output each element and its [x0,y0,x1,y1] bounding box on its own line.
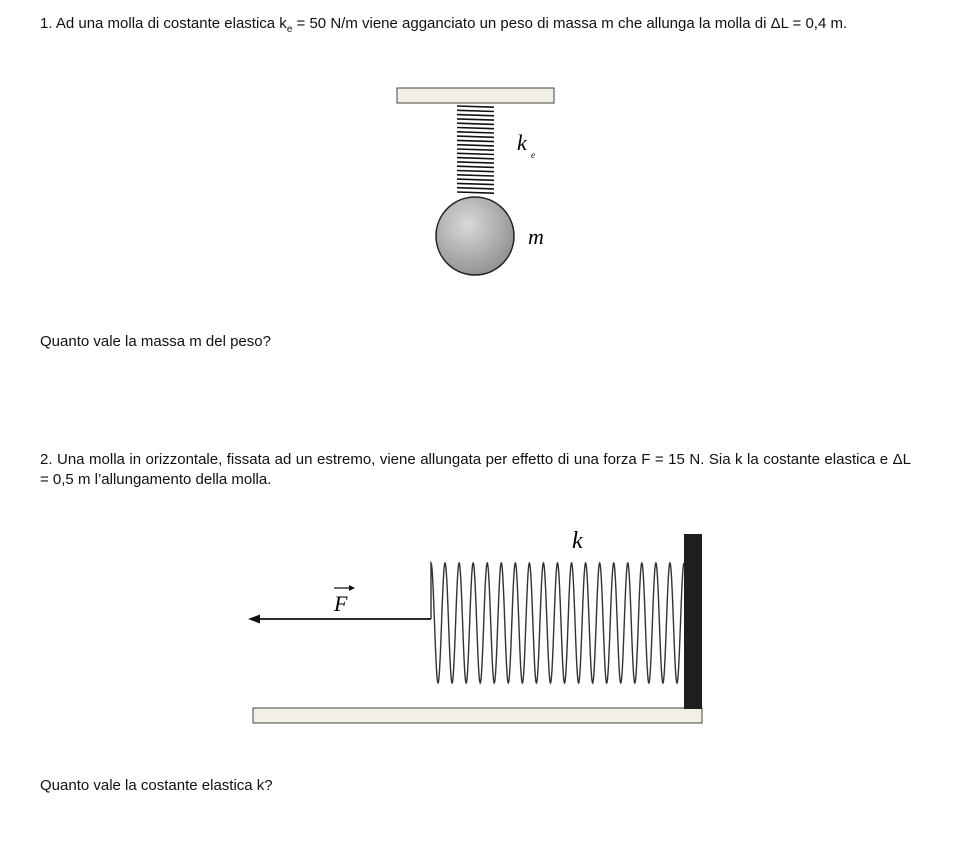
spring-label-subscript: e [531,150,535,160]
floor-surface [253,708,702,723]
spring-label-k-horizontal: k [572,528,583,554]
problem-1-k-subscript: e [286,24,293,35]
problem-2-question: Quanto vale la costante elastica k? [40,777,273,794]
force-label-F: F [334,591,348,616]
problem-1-text-start: 1. Ad una molla di costante elastica k [40,15,287,32]
horizontal-spring-coil [431,563,684,683]
problem-1-question: Quanto vale la massa m del peso? [40,333,271,350]
problem-1-text-end: = 50 N/m viene agganciato un peso di massa m che allunga la molla di ΔL = 0,4 m. [292,15,848,32]
mass-label-m: m [528,224,544,249]
problem-2-statement: 2. Una molla in orizzontale, fissata ad un estremo, viene allungata per effetto di una forza F = 15 N. Sia k la costante elastica e ΔL = 0,5 m l’allungamento della molla. [40,451,911,488]
fixed-wall [684,534,702,709]
force-arrow-head [248,615,260,624]
spring-label-k: k [517,130,527,155]
